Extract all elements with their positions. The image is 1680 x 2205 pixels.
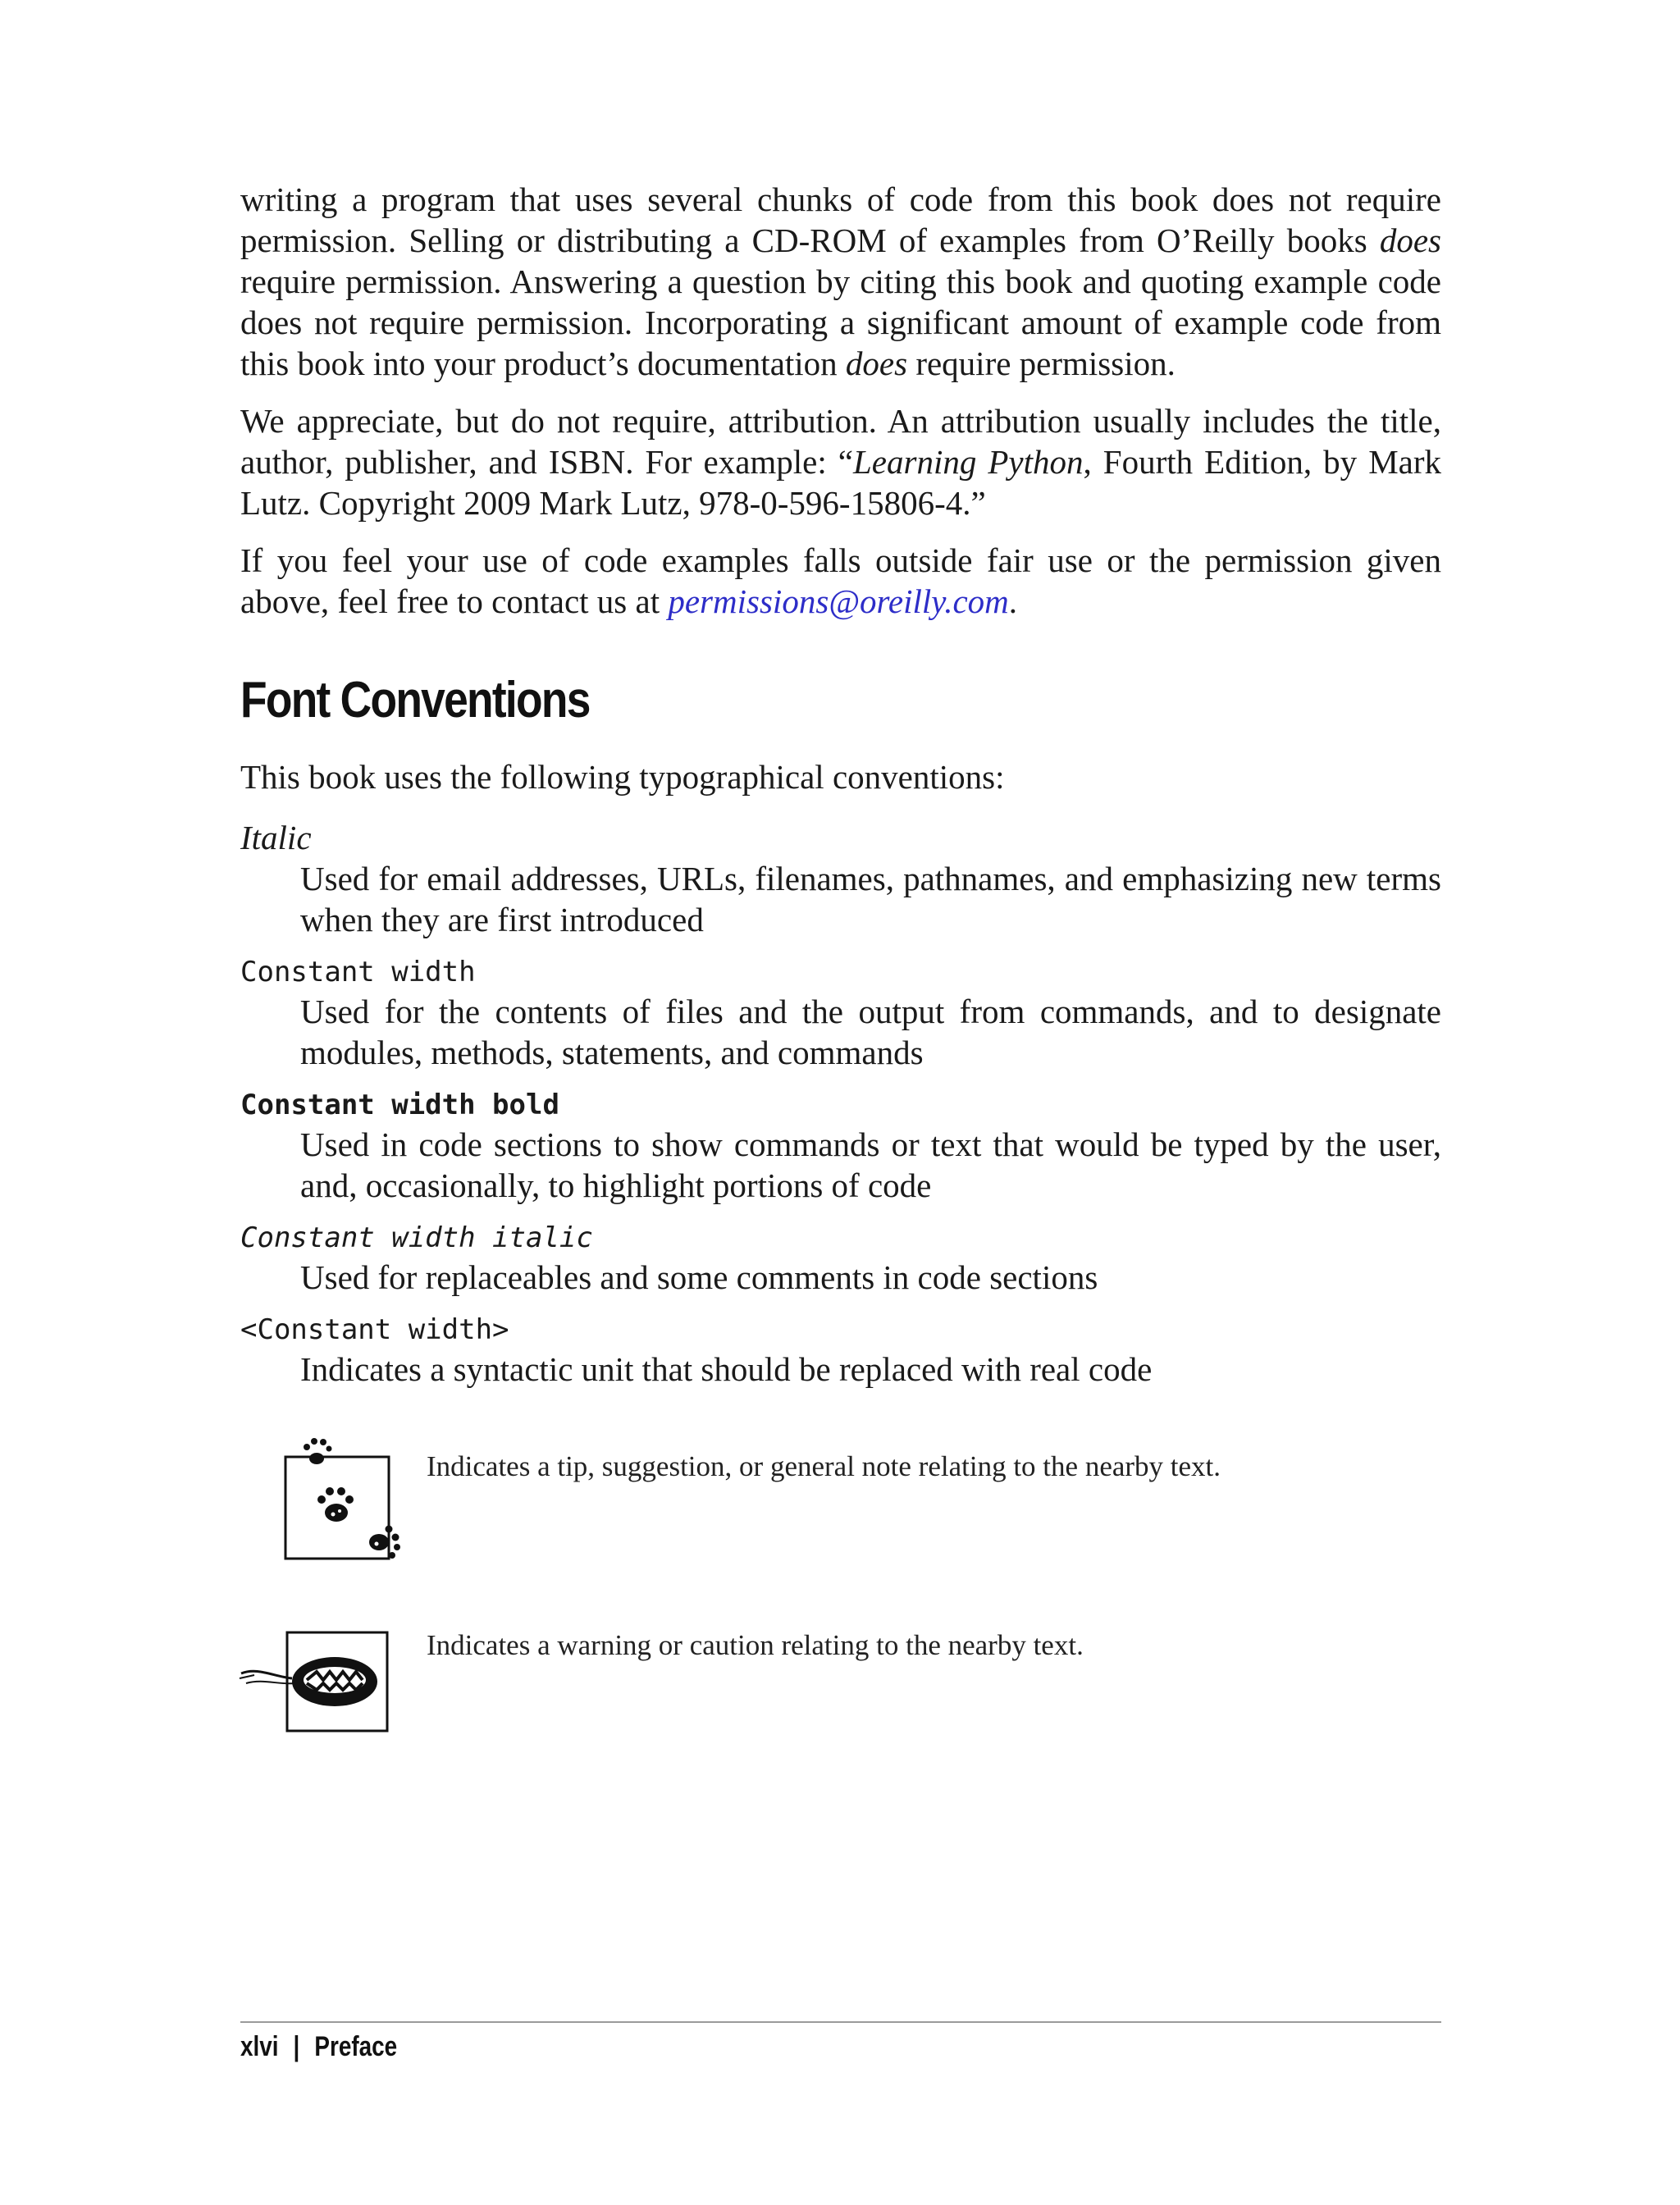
p2-text-a: We appreciate, but do not require, attribution. An attribution usually includes the title, author, publisher, and ISBN. For example: “ — [240, 402, 1441, 481]
p2-book-title: Learning Python — [853, 443, 1084, 481]
section-intro: This book uses the following typographical conventions: — [240, 758, 1005, 796]
p1-emphasis-1: does — [1379, 221, 1441, 259]
definition-constant-width-italic: Used for replaceables and some comments in code sections — [300, 1258, 1098, 1296]
chapter-name: Preface — [314, 2031, 398, 2062]
definition-constant-width-bold: Used in code sections to show commands or text that would be typed by the user, and, occasionally, to highlight portions of code — [300, 1125, 1441, 1204]
definition-constant-width-angle: Indicates a syntactic unit that should be replaced with real code — [300, 1350, 1153, 1388]
p1-text-c: require permission. — [907, 345, 1176, 382]
tip-note-text: Indicates a tip, suggestion, or general note relating to the nearby text. — [427, 1450, 1221, 1482]
warning-icon — [238, 1629, 390, 1738]
definition-italic: Used for email addresses, URLs, filenames, pathnames, and emphasizing new terms when they are first introduced — [300, 860, 1441, 938]
paragraph-contact — [240, 540, 1441, 622]
term-constant-width-angle: <Constant width> — [240, 1313, 509, 1346]
p1-text-a: writing a program that uses several chunks of code from this book does not require permission. Selling or distributing a CD-ROM of examples from O’Reilly books — [240, 180, 1441, 259]
footer-separator: | — [293, 2031, 300, 2062]
permissions-email-link[interactable]: permissions@oreilly.com — [668, 582, 1009, 620]
definition-constant-width: Used for the contents of files and the output from commands, and to designate modules, methods, statements, and commands — [300, 993, 1441, 1071]
term-constant-width-bold: Constant width bold — [240, 1089, 559, 1121]
section-heading: Font Conventions — [240, 672, 590, 728]
p2-text-b: , Fourth Edition, by Mark Lutz. Copyright 2009 Mark Lutz, 978-0-596-15806-4.” — [240, 443, 1442, 522]
p1-text-b: require permission. Answering a question by citing this book and quoting example code does not require permission. Incorporating a significant amount of example code from this book into your product’s documentation — [240, 262, 1441, 382]
page-footer — [240, 2031, 397, 2063]
page-number: xlvi — [240, 2031, 279, 2062]
p3-text-a: If you feel your use of code examples falls outside fair use or the permission given above, feel free to contact us at — [240, 541, 1441, 620]
paragraph-attribution — [240, 400, 1441, 523]
footer-divider — [240, 2021, 1441, 2023]
p3-text-b: . — [1008, 582, 1018, 620]
paragraph-permissions — [240, 179, 1441, 384]
term-constant-width: Constant width — [240, 956, 476, 988]
warning-note-text: Indicates a warning or caution relating to the nearby text. — [427, 1629, 1084, 1661]
term-constant-width-italic: Constant width italic — [240, 1221, 593, 1254]
tip-icon — [282, 1434, 422, 1581]
p1-emphasis-2: does — [845, 345, 908, 382]
term-italic: Italic — [240, 819, 312, 856]
